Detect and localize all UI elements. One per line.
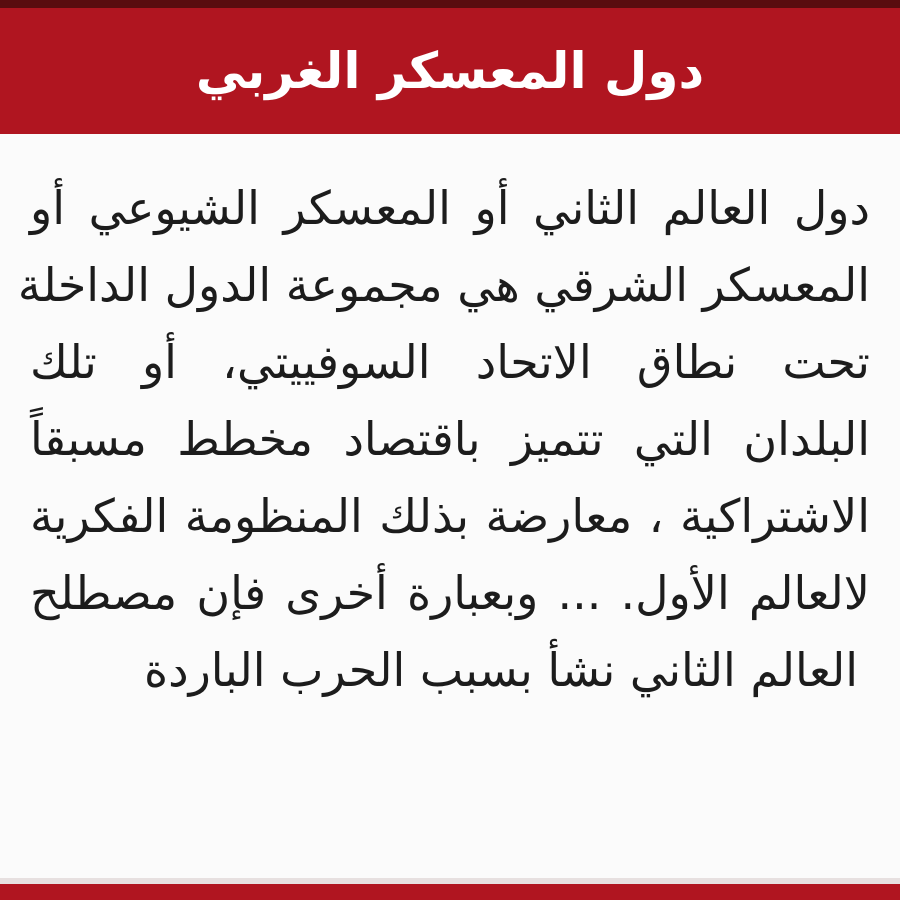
body-line: العالم الثاني نشأ بسبب الحرب الباردة [144,643,858,697]
body-line: المعسكر الشرقي هي مجموعة الدول الداخلة [17,258,870,312]
footer-bar [0,884,900,900]
top-strip [0,0,900,8]
body-line: الاشتراكية ، معارضة بذلك المنظومة الفكرية [30,489,870,543]
body-text [17,170,870,740]
page-title: دول المعسكر الغربي [195,42,705,100]
header-bar [0,8,900,134]
body-line: البلدان التي تتميز باقتصاد مخطط مسبقاً [30,412,870,466]
body-line: لالعالم الأول. ... وبعبارة أخرى فإن مصطلح [30,566,870,620]
body-line: دول العالم الثاني أو المعسكر الشيوعي أو [30,181,870,235]
body-line: تحت نطاق الاتحاد السوفييتي، أو تلك [30,335,870,389]
